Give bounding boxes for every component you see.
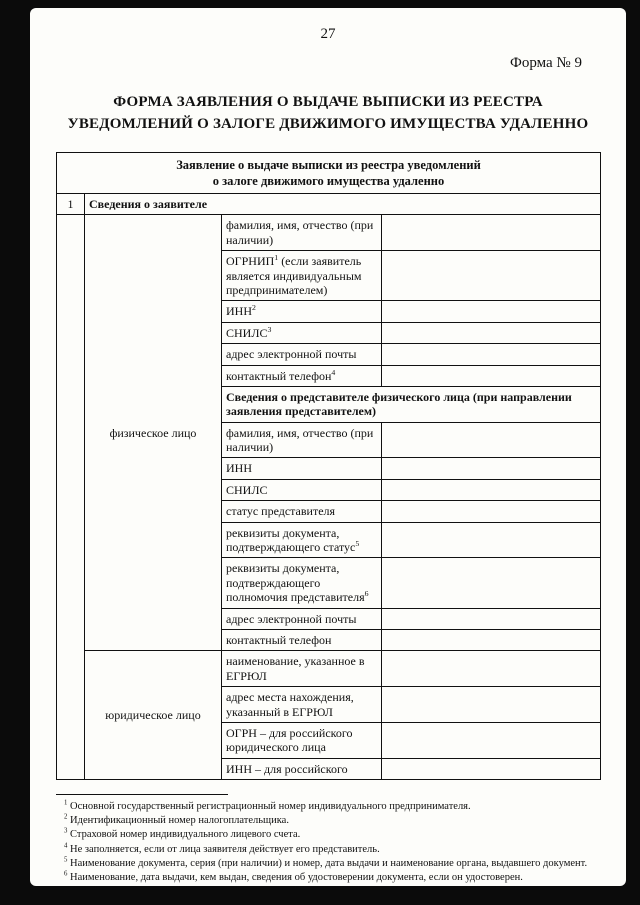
table-header-line-1: Заявление о выдаче выписки из реестра уведомлений — [176, 157, 481, 172]
table-row — [57, 215, 601, 251]
footnote-reference: 6 — [364, 589, 369, 599]
entity-type-label-2: юридическое лицо — [85, 651, 222, 780]
field-label: адрес места нахождения, указанный в ЕГРЮЛ — [222, 687, 382, 723]
field-label: ОГРН – для российского юридического лица — [222, 722, 382, 758]
field-value-cell — [382, 629, 601, 650]
representative-section-header: Сведения о представителе физического лица (при направлении заявления представителем) — [222, 386, 601, 422]
footnote-number: 6 — [64, 870, 68, 878]
field-value-cell — [382, 344, 601, 365]
footnote: $^1$ Основной государственный регистрационный номер индивидуального предпринимателя. — [64, 799, 471, 813]
footnotes-block — [56, 794, 620, 885]
field-label: СНИЛС — [222, 479, 382, 500]
document-title-line-2: УВЕДОМЛЕНИЙ О ЗАЛОГЕ ДВИЖИМОГО ИМУЩЕСТВА УДАЛЕННО — [67, 115, 589, 132]
footnote-reference: 5 — [355, 539, 360, 549]
footnote: $^4$ Не заполняется, если от лица заявителя действует его представитель. — [64, 842, 380, 855]
footnote-reference: 2 — [252, 303, 256, 313]
footnote-list — [56, 800, 620, 885]
field-value-cell — [382, 722, 601, 758]
field-value-cell — [382, 758, 601, 779]
table-row — [57, 651, 601, 687]
section-row — [57, 194, 601, 215]
field-label: реквизиты документа, подтверждающего статус$^5$ — [222, 522, 382, 558]
field-label: фамилия, имя, отчество (при наличии) — [222, 215, 382, 251]
field-label: адрес электронной почты — [222, 344, 382, 365]
field-value-cell — [382, 608, 601, 629]
footnote-reference: 4 — [331, 367, 336, 377]
footnote-number: 4 — [64, 842, 68, 850]
field-label: СНИЛС$^3$ — [222, 322, 382, 343]
footnote: $^5$ Наименование документа, серия (при наличии) и номер, дата выдачи и наименование органа, выдавшего документ. — [64, 856, 588, 869]
document-title — [30, 92, 626, 136]
entity-type-label-1: физическое лицо — [85, 215, 222, 651]
field-value-cell — [382, 322, 601, 343]
section-number: 1 — [57, 194, 85, 215]
field-label: статус представителя — [222, 501, 382, 522]
footnote: $^6$ Наименование, дата выдачи, кем выдан, сведения об удостоверении документа, если он удостоверен. — [64, 870, 523, 883]
footnote-number: 3 — [64, 827, 68, 835]
document-page — [30, 8, 626, 886]
document-title-line-1: ФОРМА ЗАЯВЛЕНИЯ О ВЫДАЧЕ ВЫПИСКИ ИЗ РЕЕСТРА — [113, 94, 543, 110]
field-value-cell — [382, 251, 601, 301]
field-label: ИНН$^2$ — [222, 301, 382, 322]
field-value-cell — [382, 687, 601, 723]
field-label: контактный телефон$^4$ — [222, 365, 382, 386]
field-label: адрес электронной почты — [222, 608, 382, 629]
form-number-label: Форма № 9 — [510, 55, 582, 71]
footnote-number: 1 — [64, 799, 68, 807]
footnote-reference: 3 — [267, 324, 272, 334]
application-form-table — [56, 152, 601, 781]
table-header-line-2: о залоге движимого имущества удаленно — [212, 173, 445, 188]
field-value-cell — [382, 479, 601, 500]
field-value-cell — [382, 558, 601, 608]
footnote-number: 5 — [64, 856, 68, 864]
footnote-number: 2 — [64, 813, 68, 821]
footnote-separator — [56, 794, 228, 795]
field-label: ИНН — [222, 458, 382, 479]
field-label: ОГРНИП$^1$ (если заявитель является индивидуальным предпринимателем) — [222, 251, 382, 301]
field-value-cell — [382, 422, 601, 458]
footnote: $^2$ Идентификационный номер налогоплательщика. — [64, 813, 289, 827]
page-number: 27 — [320, 26, 336, 42]
number-column-spacer — [57, 215, 85, 780]
table-header-row — [57, 152, 601, 194]
field-value-cell — [382, 458, 601, 479]
field-value-cell — [382, 522, 601, 558]
field-value-cell — [382, 365, 601, 386]
section-title: Сведения о заявителе — [85, 194, 601, 215]
field-value-cell — [382, 301, 601, 322]
field-label: наименование, указанное в ЕГРЮЛ — [222, 651, 382, 687]
footnote: $^3$ Страховой номер индивидуального лицевого счета. — [64, 827, 301, 841]
footnote-reference: 1 — [274, 253, 279, 263]
field-value-cell — [382, 651, 601, 687]
field-label: ИНН – для российского — [222, 758, 382, 779]
field-value-cell — [382, 215, 601, 251]
field-value-cell — [382, 501, 601, 522]
field-label: контактный телефон — [222, 629, 382, 650]
field-label: фамилия, имя, отчество (при наличии) — [222, 422, 382, 458]
field-label: реквизиты документа, подтверждающего полномочия представителя$^6$ — [222, 558, 382, 608]
table-header-cell — [57, 152, 601, 194]
